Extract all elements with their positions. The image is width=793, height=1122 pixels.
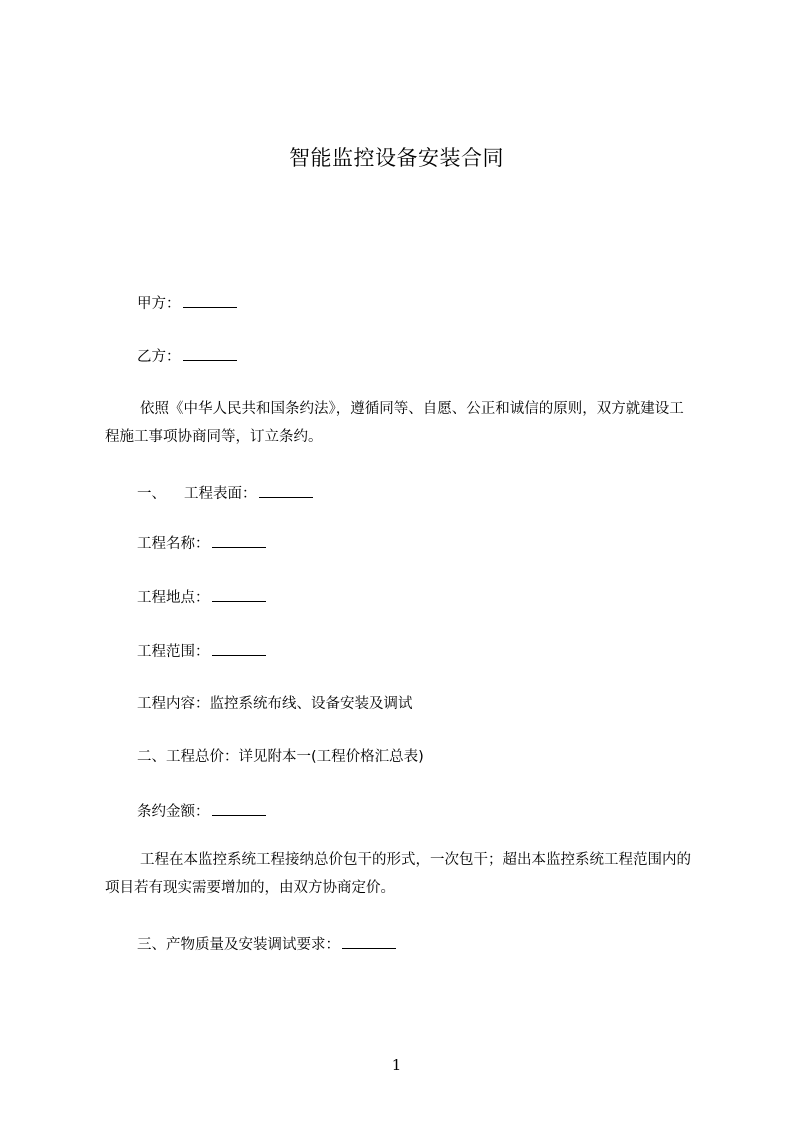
section-1-number: 一、 xyxy=(137,486,166,502)
party-b-line xyxy=(137,345,237,366)
section-2-line: 二、工程总价：详见附本一(工程价格汇总表) xyxy=(137,749,424,765)
party-b-label: 乙方： xyxy=(137,349,181,365)
project-name-label: 工程名称： xyxy=(137,536,210,552)
project-location-label: 工程地点： xyxy=(137,590,210,606)
party-a-blank xyxy=(183,293,237,308)
section-1-line xyxy=(137,482,313,503)
pricing-paragraph: 工程在本监控系统工程接纳总价包干的形式，一次包干；超出本监控系统工程范围内的项目若有现实需要增加的，由双方协商定价。 xyxy=(105,852,691,896)
section-3-line xyxy=(137,933,396,954)
intro-paragraph: 依照《中华人民共和国条约法》，遵循同等、自愿、公正和诚信的原则，双方就建设工程施工事项协商同等，订立条约。 xyxy=(105,401,684,445)
project-content-line: 工程内容：监控系统布线、设备安装及调试 xyxy=(137,696,413,712)
contract-amount-line xyxy=(137,800,266,821)
contract-amount-blank xyxy=(212,801,266,816)
party-b-blank xyxy=(183,346,237,361)
section-1-blank xyxy=(259,483,313,498)
section-3-blank xyxy=(342,934,396,949)
document-title: 智能监控设备安装合同 xyxy=(289,146,504,170)
project-scope-blank xyxy=(212,641,266,656)
project-scope-label: 工程范围： xyxy=(137,644,210,660)
page-number: 1 xyxy=(391,1056,402,1074)
party-a-label: 甲方： xyxy=(137,296,181,312)
party-a-line xyxy=(137,292,237,313)
contract-amount-label: 条约金额： xyxy=(137,804,210,820)
section-3-label: 三、产物质量及安装调试要求： xyxy=(137,937,340,953)
project-location-line xyxy=(137,586,266,607)
project-name-blank xyxy=(212,533,266,548)
project-name-line xyxy=(137,532,266,553)
section-1-label: 工程表面： xyxy=(184,486,257,502)
project-scope-line xyxy=(137,640,266,661)
project-location-blank xyxy=(212,587,266,602)
